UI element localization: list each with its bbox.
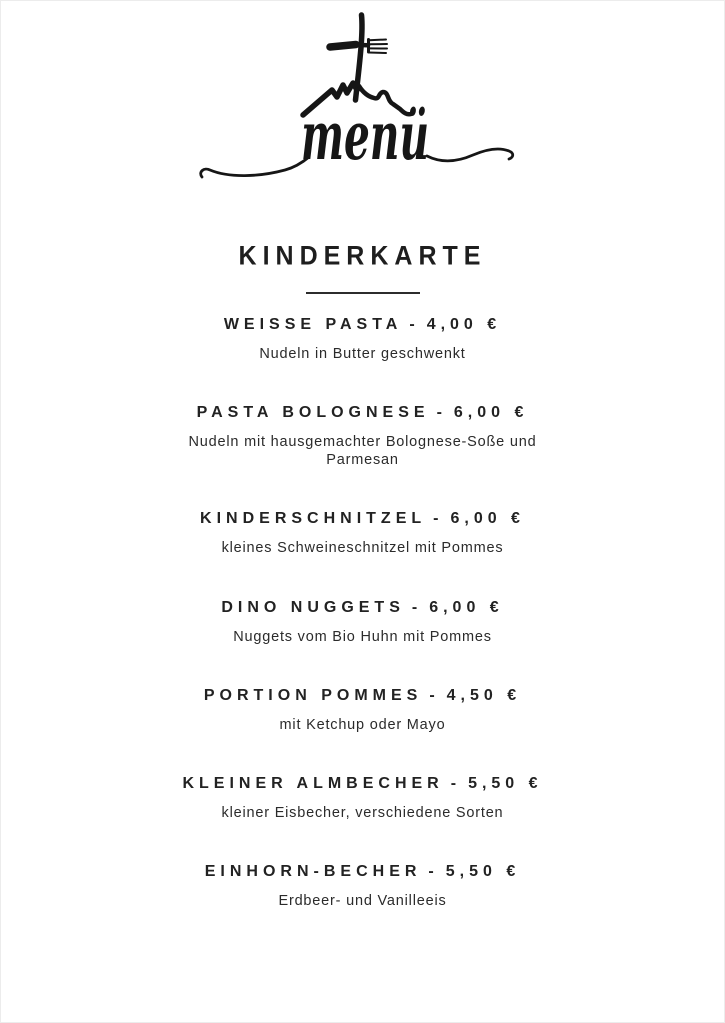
price-separator: -: [409, 316, 420, 333]
menu-item: [1, 774, 724, 822]
menu-section-heading: KINDERKARTE: [238, 241, 487, 271]
menu-item-price: 6,00 €: [429, 598, 504, 616]
price-separator: -: [429, 686, 440, 704]
menu-item-price: 6,00 €: [450, 510, 525, 528]
price-separator: -: [411, 598, 423, 616]
menu-item-price: 5,50 €: [468, 774, 543, 792]
price-separator: -: [436, 404, 447, 422]
menu-item-price: 6,00 €: [453, 404, 529, 422]
menu-item-title: [1, 686, 724, 706]
logo-script-text: menü: [300, 97, 429, 175]
price-separator: -: [433, 510, 444, 528]
menu-item: [1, 315, 724, 363]
menu-item-description: Nudeln mit hausgemachter Bolognese-Soße und Parmesan: [188, 434, 537, 469]
menu-item: [1, 403, 724, 469]
heading-divider: [306, 292, 420, 294]
menu-item-title: [1, 509, 724, 529]
price-separator: -: [450, 774, 462, 792]
restaurant-logo: [193, 6, 533, 191]
menu-item-price: 4,50 €: [446, 686, 522, 704]
menu-item-title: [1, 315, 724, 335]
menu-item-name: KLEINER ALMBECHER: [182, 774, 444, 792]
menu-item-name: PORTION POMMES: [203, 686, 423, 704]
menu-item-description: Nudeln in Butter geschwenkt: [259, 346, 466, 362]
menu-item-price: 5,50 €: [445, 862, 521, 880]
menu-item-title: [1, 403, 724, 423]
menu-item-title: [1, 774, 724, 794]
menu-item-name: WEISSE PASTA: [223, 316, 403, 333]
menu-item-name: EINHORN-BECHER: [204, 862, 422, 880]
menu-item-description: Nuggets vom Bio Huhn mit Pommes: [233, 628, 492, 645]
price-separator: -: [428, 862, 439, 880]
menu-item-name: DINO NUGGETS: [221, 598, 405, 616]
menu-item-description: Erdbeer- und Vanilleeis: [278, 892, 447, 909]
menu-item-title: [1, 598, 724, 618]
menu-item: [1, 598, 724, 646]
menu-item-description: mit Ketchup oder Mayo: [279, 716, 446, 733]
menu-item: [1, 862, 724, 910]
menu-item-name: KINDERSCHNITZEL: [200, 510, 427, 528]
menu-item-description: kleines Schweineschnitzel mit Pommes: [221, 540, 504, 557]
menu-item: [1, 509, 724, 557]
menu-item-list: [1, 315, 724, 950]
menu-item-description: kleiner Eisbecher, verschiedene Sorten: [221, 804, 504, 821]
menu-item-price: 4,00 €: [426, 316, 502, 333]
menu-item-title: [1, 862, 724, 882]
menu-item-name: PASTA BOLOGNESE: [196, 404, 430, 422]
menu-item: [1, 686, 724, 734]
